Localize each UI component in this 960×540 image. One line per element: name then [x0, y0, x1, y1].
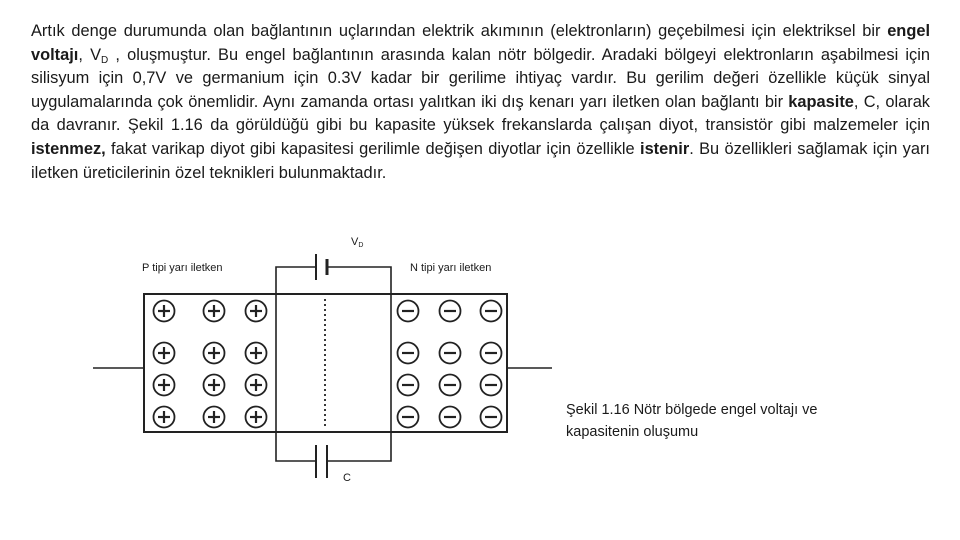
positive-charge-icon [204, 375, 225, 396]
positive-charge-icon [204, 301, 225, 322]
bottom-wire-right [327, 432, 391, 461]
negative-charge-icon [440, 301, 461, 322]
negative-charge-icon [440, 375, 461, 396]
n-type-label: N tipi yarı iletken [410, 262, 492, 274]
vd-label-sub: D [358, 242, 364, 249]
positive-charge-icon [246, 301, 267, 322]
top-wire-left [276, 267, 316, 294]
paragraph-text: , C, olarak da davranır. Şekil 1.16 da görüldüğü gibi bu kapasite yüksek frekanslarda çalışan diyot, transistör gibi malzemeler için [31, 92, 931, 135]
paragraph-text: fakat varikap diyot gibi kapasitesi gerilimle değişen diyotlar için özellikle [105, 139, 641, 158]
negative-charge-icon [398, 301, 419, 322]
top-wire-right [327, 267, 391, 294]
vd-label-main: V [351, 236, 359, 248]
negative-charge-icon [481, 343, 502, 364]
positive-charge-icon [204, 407, 225, 428]
paragraph-text: , V [78, 45, 102, 64]
positive-charge-icon [154, 407, 175, 428]
negative-charge-icon [481, 301, 502, 322]
term-engel-voltaji: engel voltajı [31, 22, 930, 64]
negative-charge-icon [481, 375, 502, 396]
positive-charge-icon [246, 407, 267, 428]
positive-charge-icon [246, 375, 267, 396]
positive-charge-icon [246, 343, 267, 364]
negative-charge-icon [398, 407, 419, 428]
subscript-d: D [101, 54, 109, 66]
negative-charge-icon [440, 407, 461, 428]
positive-charge-icon [204, 343, 225, 364]
bottom-wire-left [276, 432, 316, 461]
capacitor-label: C [343, 472, 351, 484]
negative-charge-icon [398, 343, 419, 364]
negative-charge-icon [440, 343, 461, 364]
positive-charge-icon [154, 343, 175, 364]
positive-charge-icon [154, 375, 175, 396]
term-istenir: istenir [640, 139, 690, 158]
paragraph-text: . Bu özellikleri sağlamak için yarı iletken üreticilerinin özel teknikleri bulunmaktadır. [31, 139, 930, 182]
carrier-group [154, 301, 502, 428]
negative-charge-icon [398, 375, 419, 396]
figure-caption: Şekil 1.16 Nötr bölgede engel voltajı ve kapasitenin oluşumu [566, 402, 818, 440]
p-type-label: P tipi yarı iletken [142, 262, 223, 274]
term-istenmez: istenmez, [31, 139, 106, 158]
term-kapasite: kapasite [788, 92, 854, 111]
vd-label [351, 236, 363, 248]
paragraph-text: , oluşmuştur. Bu engel bağlantının arasında kalan nötr bölgedir. Aradaki bölgeyi elektronların aşabilmesi için silisyum için 0,7V ve germanium için 0.3V kadar bir gerilime ihtiyaç vardır. Bu gerilim değeri özellikle küçük sinyal uygulamalarında çok önemlidir. Aynı zamanda ortası yalıtkan iki dış kenarı yarı iletken olan bağlantı bir [31, 45, 930, 111]
paragraph-text: Artık denge durumunda olan bağlantının uçlarından elektrik akımının (elektronların) geçebilmesi için elektriksel bir [31, 22, 888, 40]
positive-charge-icon [154, 301, 175, 322]
negative-charge-icon [481, 407, 502, 428]
